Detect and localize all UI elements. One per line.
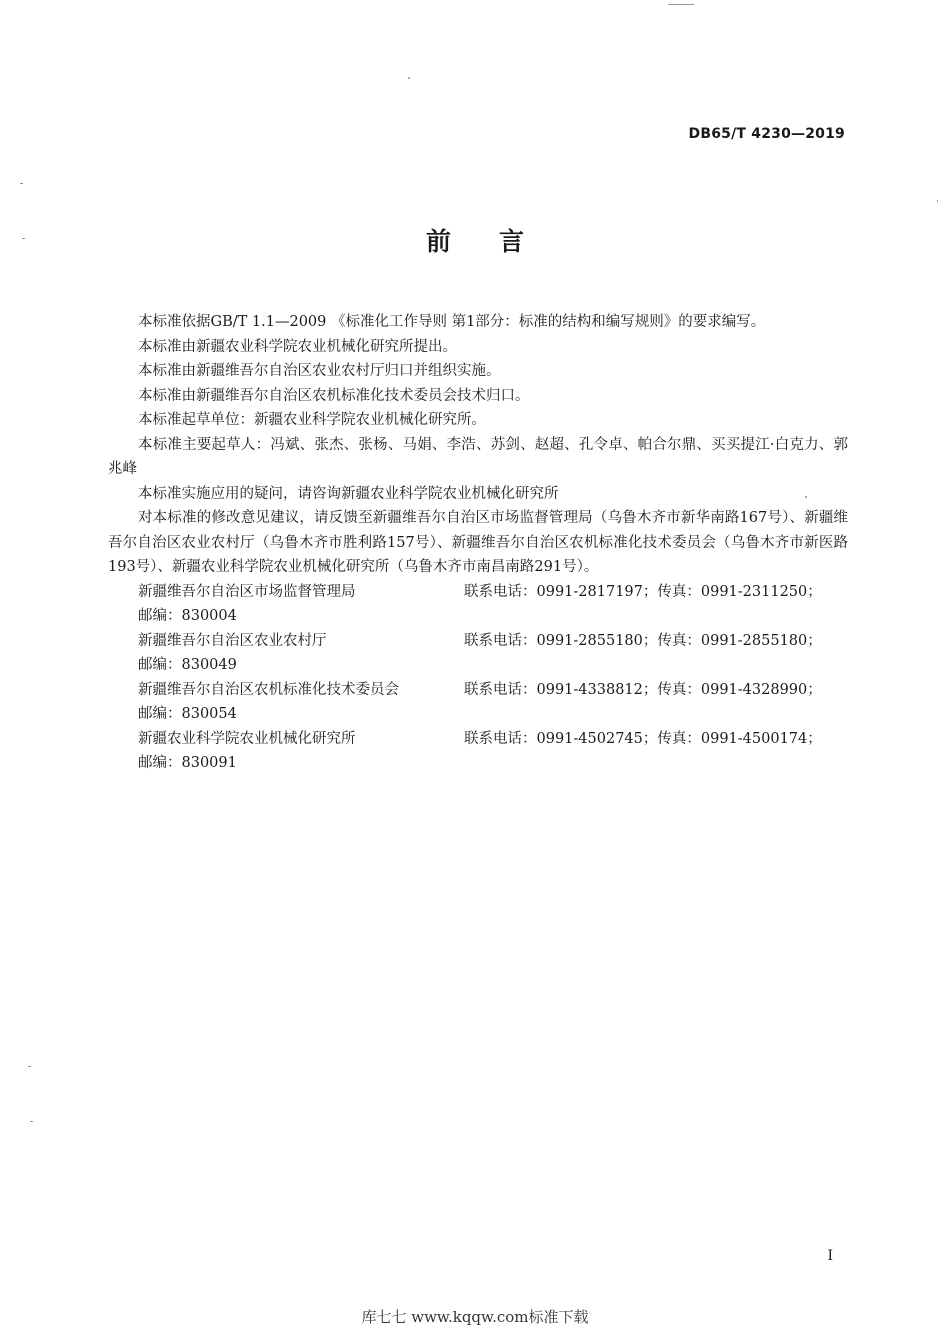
scan-speck (937, 200, 938, 202)
paragraph-implementer: 本标准由新疆维吾尔自治区农业农村厅归口并组织实施。 (138, 363, 501, 379)
contact-list (138, 580, 848, 776)
contact-phone: 联系电话：0991-2817197；传真：0991-2311250； (464, 583, 822, 600)
scan-speck (20, 183, 23, 184)
contact-item (138, 727, 848, 776)
scan-speck (28, 1066, 31, 1067)
page-title (0, 222, 950, 258)
contact-phone: 联系电话：0991-4502745；传真：0991-4500174； (464, 730, 822, 747)
contact-item (138, 629, 848, 678)
contact-org: 新疆农业科学院农业机械化研究所 (138, 730, 356, 747)
paragraph-proposer: 本标准由新疆农业科学院农业机械化研究所提出。 (138, 338, 457, 355)
contact-postal: 邮编：830049 (138, 657, 237, 673)
page-number: I (827, 1248, 833, 1264)
scan-speck (30, 1121, 33, 1122)
contact-org: 新疆维吾尔自治区农机标准化技术委员会 (138, 681, 399, 698)
paragraph-drafters: 本标准主要起草人：冯斌、张杰、张杨、马娟、李浩、苏剑、赵超、孔令卓、帕合尔鼎、买买提江·白克力、郭兆峰 (108, 436, 848, 477)
paragraph-drafting-unit: 本标准起草单位：新疆农业科学院农业机械化研究所。 (138, 412, 486, 428)
contact-item (138, 678, 848, 727)
paragraph-inquiries: 本标准实施应用的疑问，请咨询新疆农业科学院农业机械化研究所 (138, 485, 559, 502)
contact-org: 新疆维吾尔自治区市场监督管理局 (138, 583, 356, 600)
paragraph-technical-committee: 本标准由新疆维吾尔自治区农机标准化技术委员会技术归口。 (138, 387, 530, 404)
contact-postal: 邮编：830004 (138, 608, 237, 624)
contact-phone: 联系电话：0991-2855180；传真：0991-2855180； (464, 632, 822, 649)
contact-postal: 邮编：830091 (138, 755, 237, 771)
scan-mark (668, 4, 694, 5)
paragraph-feedback: 对本标准的修改意见建议，请反馈至新疆维吾尔自治区市场监督管理局（乌鲁木齐市新华南路167号）、新疆维吾尔自治区农业农村厅（乌鲁木齐市胜利路157号）、新疆维吾尔自治区农机标准化技术委员会（乌鲁木齐市新医路193号）、新疆农业科学院农业机械化研究所（乌鲁木齐市南昌南路291号）。 (108, 510, 848, 575)
contact-postal: 邮编：830054 (138, 706, 237, 722)
foreword-body (108, 310, 848, 776)
scan-speck (408, 77, 410, 79)
contact-org: 新疆维吾尔自治区农业农村厅 (138, 632, 327, 649)
contact-item (138, 580, 848, 629)
standard-code: DB65/T 4230—2019 (688, 126, 845, 142)
title-char-2: 言 (499, 227, 525, 256)
paragraph-basis: 本标准依据GB/T 1.1—2009 《标准化工作导则 第1部分：标准的结构和编写规则》的要求编写。 (138, 314, 766, 330)
title-char-1: 前 (425, 227, 451, 256)
contact-phone: 联系电话：0991-4338812；传真：0991-4328990； (464, 681, 822, 698)
download-watermark: 库七七 www.kqqw.com标准下载 (361, 1308, 589, 1326)
